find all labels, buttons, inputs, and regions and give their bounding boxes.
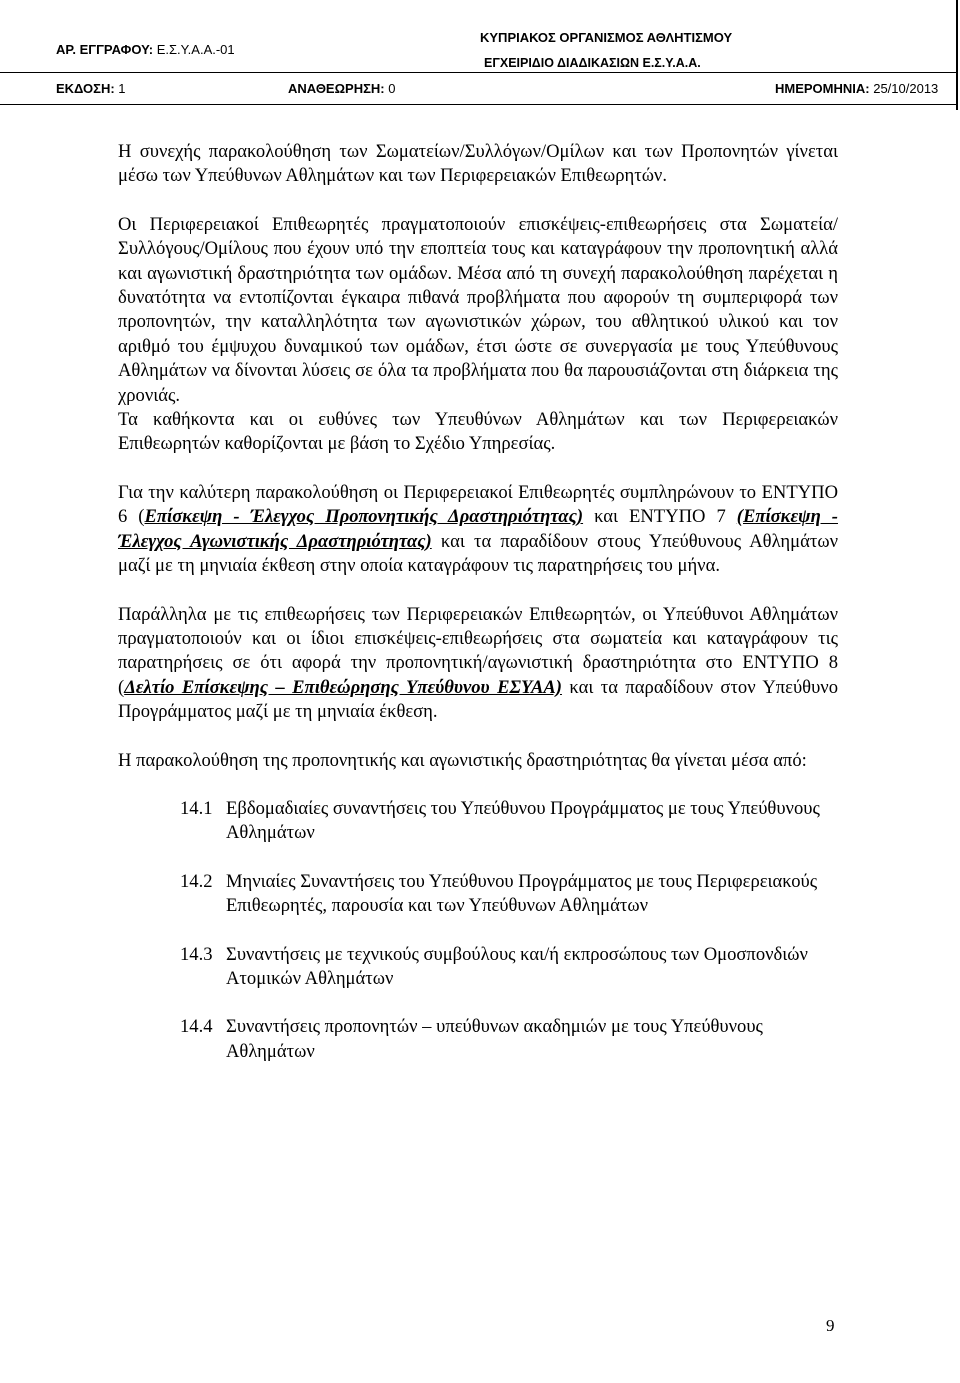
paragraph-4: Για την καλύτερη παρακολούθηση οι Περιφερειακοί Επιθεωρητές συμπληρώνουν το ΕΝΤΥΠΟ 6 (Επίσκεψη - Έλεγχος Προπονητικής Δραστηριότητας) και ΕΝΤΥΠΟ 7 (Επίσκεψη - Έλεγχος Αγωνιστικής Δραστηριότητας) και τα παραδίδουν στους Υπεύθυνους Αθλημάτων μαζί με τη μηνιαία έκθεση στην οποία καταγράφουν τις παρατηρήσεις του μήνα. — [118, 481, 838, 577]
meetings-list — [180, 797, 838, 1064]
date: ΗΜΕΡΟΜΗΝΙΑ: 25/10/2013 — [775, 81, 939, 96]
paragraph-1: Η συνεχής παρακολούθηση των Σωματείων/Συλλόγων/Ομίλων και των Προπονητών γίνεται μέσω των Υπεύθυνων Αθλημάτων και των Περιφερειακών Επιθεωρητών. — [118, 141, 838, 187]
header-border — [956, 0, 958, 110]
paragraph-5: Παράλληλα με τις επιθεωρήσεις των Περιφερειακών Επιθεωρητών, οι Υπεύθυνοι Αθλημάτων πραγματοποιούν και οι ίδιοι επισκέψεις-επιθεωρήσεις στα σωματεία και καταγράφουν τις παρατηρήσεις σε ότι αφορά την προπονητική/αγωνιστική δραστηριότητα στο ΕΝΤΥΠΟ 8 (Δελτίο Επίσκεψης – Επιθεώρησης Υπεύθυνου ΕΣΥΑΑ) και τα παραδίδουν στον Υπεύθυνο Προγράμματος μαζί με τη μηνιαία έκθεση. — [118, 603, 838, 723]
form-7-title: (Επίσκεψη - Έλεγχος Αγωνιστικής Δραστηριότητας) — [118, 506, 838, 552]
paragraph-6: Η παρακολούθηση της προπονητικής και αγωνιστικής δραστηριότητας θα γίνεται μέσα από: — [118, 749, 807, 771]
edition: ΕΚΔΟΣΗ: 1 — [56, 81, 126, 96]
document-header — [0, 0, 960, 110]
manual-name: ΕΓΧΕΙΡΙΔΙΟ ΔΙΑΔΙΚΑΣΙΩΝ Ε.Σ.Υ.Α.Α. — [484, 56, 701, 70]
header-divider — [0, 72, 958, 73]
revision: ΑΝΑΘΕΩΡΗΣΗ: 0 — [288, 81, 396, 96]
doc-code: ΑΡ. ΕΓΓΡΑΦΟΥ: Ε.Σ.Υ.Α.Α.-01 — [56, 42, 235, 57]
list-item: 14.1 Εβδομαδιαίες συναντήσεις του Υπεύθυνου Προγράμματος με τους Υπεύθυνους Αθλημάτων — [180, 797, 820, 844]
page-number: 9 — [826, 1316, 835, 1335]
list-item: 14.3 Συναντήσεις με τεχνικούς συμβούλους και/ή εκπροσώπους των Ομοσπονδιών Ατομικών Αθλημάτων — [180, 943, 808, 989]
list-item: 14.4 Συναντήσεις προπονητών – υπεύθυνων ακαδημιών με τους Υπεύθυνους Αθλημάτων — [180, 1016, 763, 1062]
org-name: ΚΥΠΡΙΑΚΟΣ ΟΡΓΑΝΙΣΜΟΣ ΑΘΛΗΤΙΣΜΟΥ — [480, 30, 733, 45]
document-body — [118, 140, 838, 1088]
list-item: 14.2 Μηνιαίες Συναντήσεις του Υπεύθυνου Προγράμματος με τους Περιφερειακούς Επιθεωρητές, παρουσία και των Υπεύθυνων Αθλημάτων — [180, 870, 818, 917]
header-bottom-rule — [0, 104, 958, 105]
paragraph-2: Οι Περιφερειακοί Επιθεωρητές πραγματοποιούν επισκέψεις-επιθεωρήσεις στα Σωματεία/Συλλόγους/Ομίλους που έχουν υπό την εποπτεία τους και καταγράφουν την προπονητική αλλά και αγωνιστική δραστηριότητα των ομάδων. Μέσα από τη συνεχή παρακολούθηση παρέχεται η δυνατότητα να εντοπίζονται έγκαιρα πιθανά προβλήματα που αφορούν τη συμπεριφορά των προπονητών, την καταλληλότητα των αγωνιστικών χώρων, του αθλητικού υλικού και τον αριθμό του έμψυχου δυναμικού των ομάδων, έτσι ώστε σε συνεργασία με τους Υπεύθυνους Αθλημάτων να δίνονται λύσεις σε όλα τα προβλήματα που θα παρουσιάζονται στη διάρκεια της χρονιάς. — [118, 213, 838, 406]
form-8-title: Δελτίο Επίσκεψης – Επιθεώρησης Υπεύθυνου ΕΣΥΑΑ) — [124, 676, 562, 698]
form-6-title: Επίσκεψη - Έλεγχος Προπονητικής Δραστηριότητας) — [144, 506, 584, 528]
paragraph-3: Τα καθήκοντα και οι ευθύνες των Υπευθύνων Αθλημάτων και των Περιφερειακών Επιθεωρητών καθορίζονται με βάση το Σχέδιο Υπηρεσίας. — [118, 409, 838, 455]
